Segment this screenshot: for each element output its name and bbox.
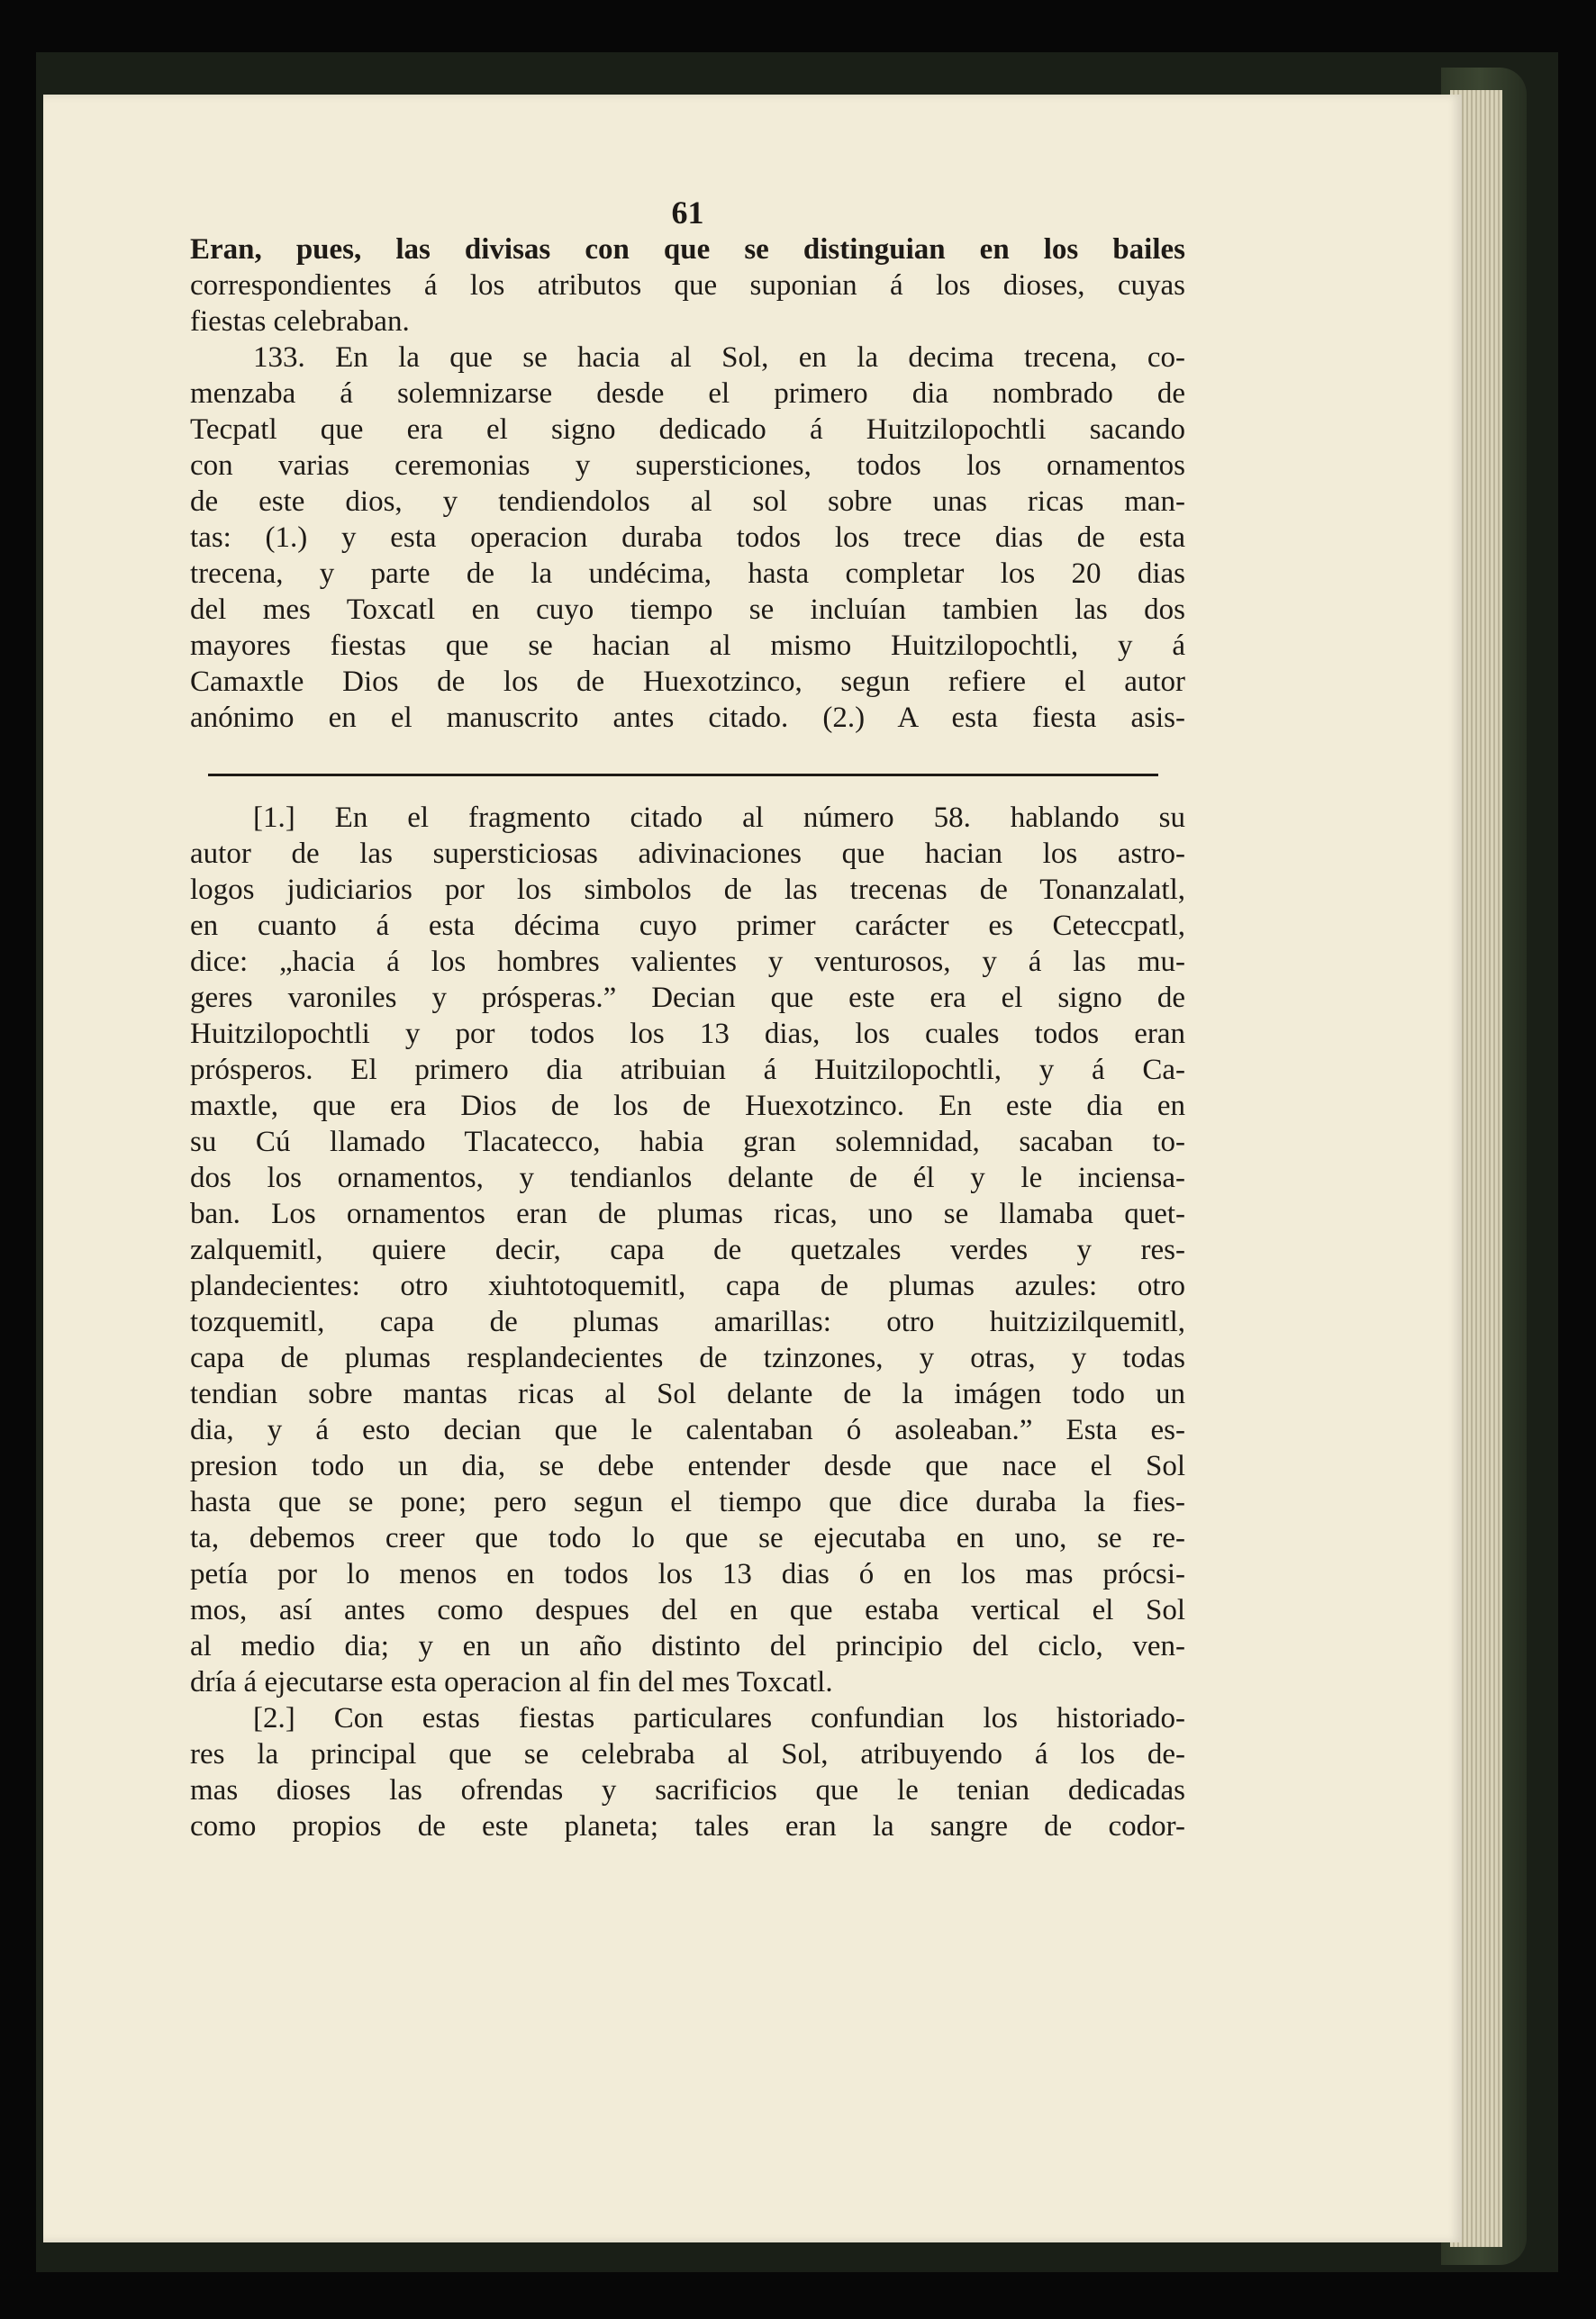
body-line: menzaba á solemnizarse desde el primero dia nombrado de <box>190 377 1185 410</box>
page-content <box>190 194 1185 1844</box>
footnote-line: capa de plumas resplandecientes de tzinzones, y otras, y todas <box>190 1342 1185 1374</box>
footnote-line: mas dioses las ofrendas y sacrificios que le tenian dedicadas <box>190 1774 1185 1807</box>
footnote-line: dría á ejecutarse esta operacion al fin del mes Toxcatl. <box>190 1666 833 1698</box>
footnote-line: plandecientes: otro xiuhtotoquemitl, capa de plumas azules: otro <box>190 1270 1185 1302</box>
footnote-line: en cuanto á esta décima cuyo primer carácter es Ceteccpatl, <box>190 910 1185 942</box>
footnote-line: petía por lo menos en todos los 13 dias ó en los mas prócsi- <box>190 1558 1185 1590</box>
footnote-line: dice: „hacia á los hombres valientes y venturosos, y á las mu- <box>190 946 1185 978</box>
footnote-line: [1.] En el fragmento citado al número 58. hablando su <box>253 802 1185 834</box>
footnote-line: Huitzilopochtli y por todos los 13 dias, los cuales todos eran <box>190 1018 1185 1050</box>
body-line: Camaxtle Dios de los de Huexotzinco, segun refiere el autor <box>190 666 1185 698</box>
body-line: 133. En la que se hacia al Sol, en la decima trecena, co- <box>253 341 1185 374</box>
footnote-separator <box>208 774 1158 776</box>
body-line: trecena, y parte de la undécima, hasta completar los 20 dias <box>190 557 1185 590</box>
footnote-line: maxtle, que era Dios de los de Huexotzinco. En este dia en <box>190 1090 1185 1122</box>
footnote-line: al medio dia; y en un año distinto del principio del ciclo, ven- <box>190 1630 1185 1662</box>
footnote-line: presion todo un dia, se debe entender desde que nace el Sol <box>190 1450 1185 1482</box>
footnote-line: ta, debemos creer que todo lo que se ejecutaba en uno, se re- <box>190 1522 1185 1554</box>
body-line: fiestas celebraban. <box>190 305 410 338</box>
footnote-line: dos los ornamentos, y tendianlos delante de él y le inciensa- <box>190 1162 1185 1194</box>
footnote-line: [2.] Con estas fiestas particulares confundian los historiado- <box>253 1702 1185 1735</box>
body-line: anónimo en el manuscrito antes citado. (2.) A esta fiesta asis- <box>190 702 1185 734</box>
body-line: de este dios, y tendiendolos al sol sobre unas ricas man- <box>190 485 1185 518</box>
footnote-line: prósperos. El primero dia atribuian á Huitzilopochtli, y á Ca- <box>190 1054 1185 1086</box>
body-line: con varias ceremonias y supersticiones, todos los ornamentos <box>190 449 1185 482</box>
body-line: Tecpatl que era el signo dedicado á Huitzilopochtli sacando <box>190 413 1185 446</box>
body-line: tas: (1.) y esta operacion duraba todos los trece dias de esta <box>190 521 1185 554</box>
footnote-line: res la principal que se celebraba al Sol, atribuyendo á los de- <box>190 1738 1185 1771</box>
footnote-line: autor de las supersticiosas adivinaciones que hacian los astro- <box>190 838 1185 870</box>
footnote-line: hasta que se pone; pero segun el tiempo que dice duraba la fies- <box>190 1486 1185 1518</box>
footnote-line: mos, así antes como despues del en que estaba vertical el Sol <box>190 1594 1185 1626</box>
body-line: correspondientes á los atributos que suponian á los dioses, cuyas <box>190 269 1185 302</box>
footnotes <box>190 800 1185 1844</box>
footnote-line: tendian sobre mantas ricas al Sol delante de la imágen todo un <box>190 1378 1185 1410</box>
body-line: del mes Toxcatl en cuyo tiempo se incluían tambien las dos <box>190 593 1185 626</box>
footnote-line: zalquemitl, quiere decir, capa de quetzales verdes y res- <box>190 1234 1185 1266</box>
footnote-line: su Cú llamado Tlacatecco, habia gran solemnidad, sacaban to- <box>190 1126 1185 1158</box>
body-line: Eran, pues, las divisas con que se distinguian en los bailes <box>190 233 1185 266</box>
footnote-line: tozquemitl, capa de plumas amarillas: otro huitzizilquemitl, <box>190 1306 1185 1338</box>
page-number: 61 <box>671 195 704 231</box>
body-text <box>190 231 1185 736</box>
footnote-line: geres varoniles y prósperas.” Decian que este era el signo de <box>190 982 1185 1014</box>
footnote-line: dia, y á esto decian que le calentaban ó asoleaban.” Esta es- <box>190 1414 1185 1446</box>
footnote-line: ban. Los ornamentos eran de plumas ricas, uno se llamaba quet- <box>190 1198 1185 1230</box>
footnote-line: como propios de este planeta; tales eran la sangre de codor- <box>190 1810 1185 1843</box>
footnote-line: logos judiciarios por los simbolos de las trecenas de Tonanzalatl, <box>190 874 1185 906</box>
body-line: mayores fiestas que se hacian al mismo Huitzilopochtli, y á <box>190 630 1185 662</box>
